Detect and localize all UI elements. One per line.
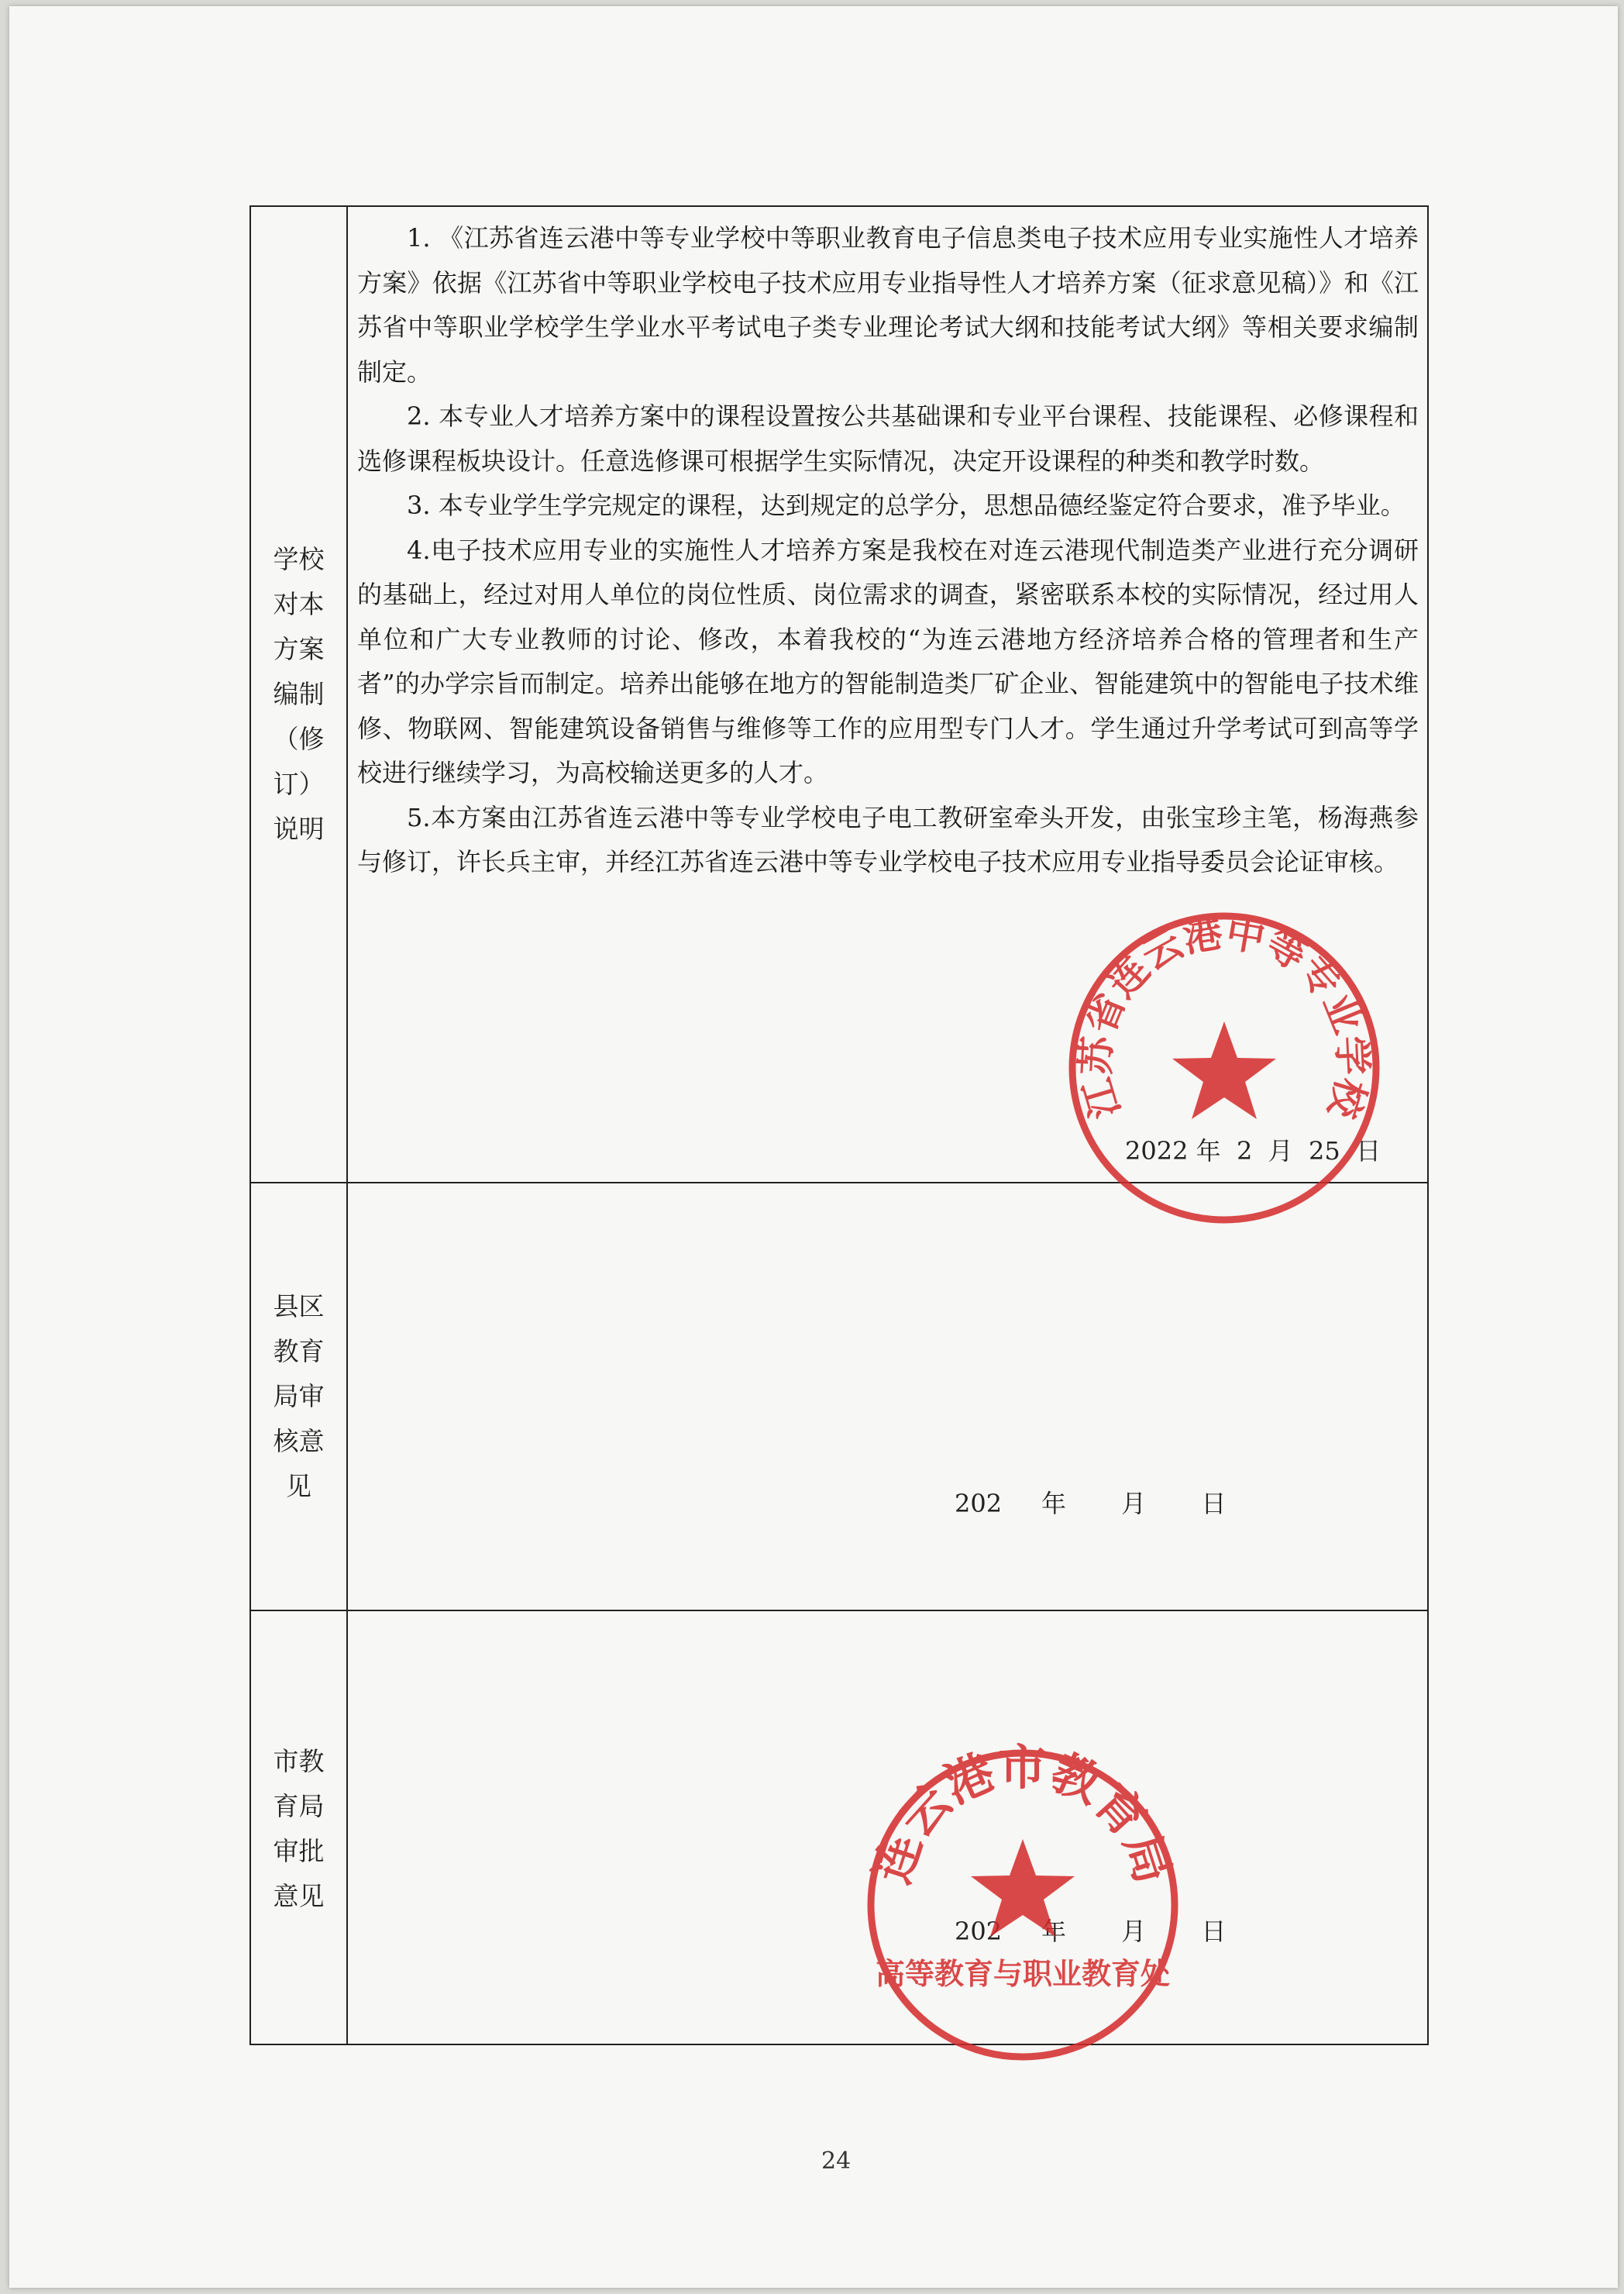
svg-text:连云港市教育局: 连云港市教育局: [863, 1742, 1182, 1890]
school-explanation-label-cell: [251, 207, 346, 1182]
education-bureau-seal-stamp: [860, 1742, 1185, 2068]
paragraph-1: 1. 《江苏省连云港中等专业学校中等职业教育电子信息类电子技术应用专业实施性人才培养方案》依据《江苏省中等职业学校电子技术应用专业指导性人才培养方案（征求意见稿）》和《江苏省中等职业学校学生学业水平考试电子类专业理论考试大纲和技能考试大纲》等相关要求编制制定。: [357, 223, 1419, 387]
svg-text:江苏省连云港中等专业学校: 江苏省连云港中等专业学校: [1073, 910, 1375, 1124]
paragraph-5: 5.本方案由江苏省连云港中等专业学校电子电工教研室牵头开发，由张宝珍主笔，杨海燕参与修订，许长兵主审，并经江苏省连云港中等专业学校电子技术应用专业指导委员会论证审核。: [357, 802, 1419, 877]
school-explanation-label: 学校对本方案编制（修订）说明: [273, 544, 325, 844]
document-page: [9, 6, 1618, 2288]
school-explanation-content: [357, 216, 1419, 885]
county-date: 202 年 月 日: [955, 1489, 1227, 1518]
city-date: 202 年 月 日: [955, 1917, 1227, 1946]
county-review-label: 县区教育局审核意见: [273, 1291, 325, 1501]
county-review-label-cell: [251, 1183, 346, 1610]
column-divider: [346, 207, 348, 2044]
paragraph-4: 4.电子技术应用专业的实施性人才培养方案是我校在对连云港现代制造类产业进行充分调研的基础上，经过对用人单位的岗位性质、岗位需求的调查，紧密联系本校的实际情况，经过用人单位和广大专业教师的讨论、修改，本着我校的“为连云港地方经济培养合格的管理者和生产者”的办学宗旨而制定。培养出能够在地方的智能制造类厂矿企业、智能建筑中的智能电子技术维修、物联网、智能建筑设备销售与维修等工作的应用型专门人才。学生通过升学考试可到高等学校进行继续学习，为高校输送更多的人才。: [357, 535, 1419, 787]
city-approval-label: 市教育局审批意见: [273, 1746, 325, 1911]
row-divider: [251, 1610, 1427, 1611]
school-date: 2022 年 2 月 25 日: [1125, 1136, 1381, 1166]
svg-text:高等教育与职业教育处: 高等教育与职业教育处: [875, 1957, 1171, 1991]
city-approval-label-cell: [251, 1611, 346, 2047]
paragraph-2: 2. 本专业人才培养方案中的课程设置按公共基础课和专业平台课程、技能课程、必修课程和选修课程板块设计。任意选修课可根据学生实际情况，决定开设课程的种类和教学时数。: [357, 401, 1419, 476]
school-seal-stamp: [1061, 905, 1387, 1231]
page-number: 24: [821, 2148, 852, 2175]
paragraph-3: 3. 本专业学生学完规定的课程，达到规定的总学分，思想品德经鉴定符合要求，准予毕业。: [407, 491, 1406, 520]
